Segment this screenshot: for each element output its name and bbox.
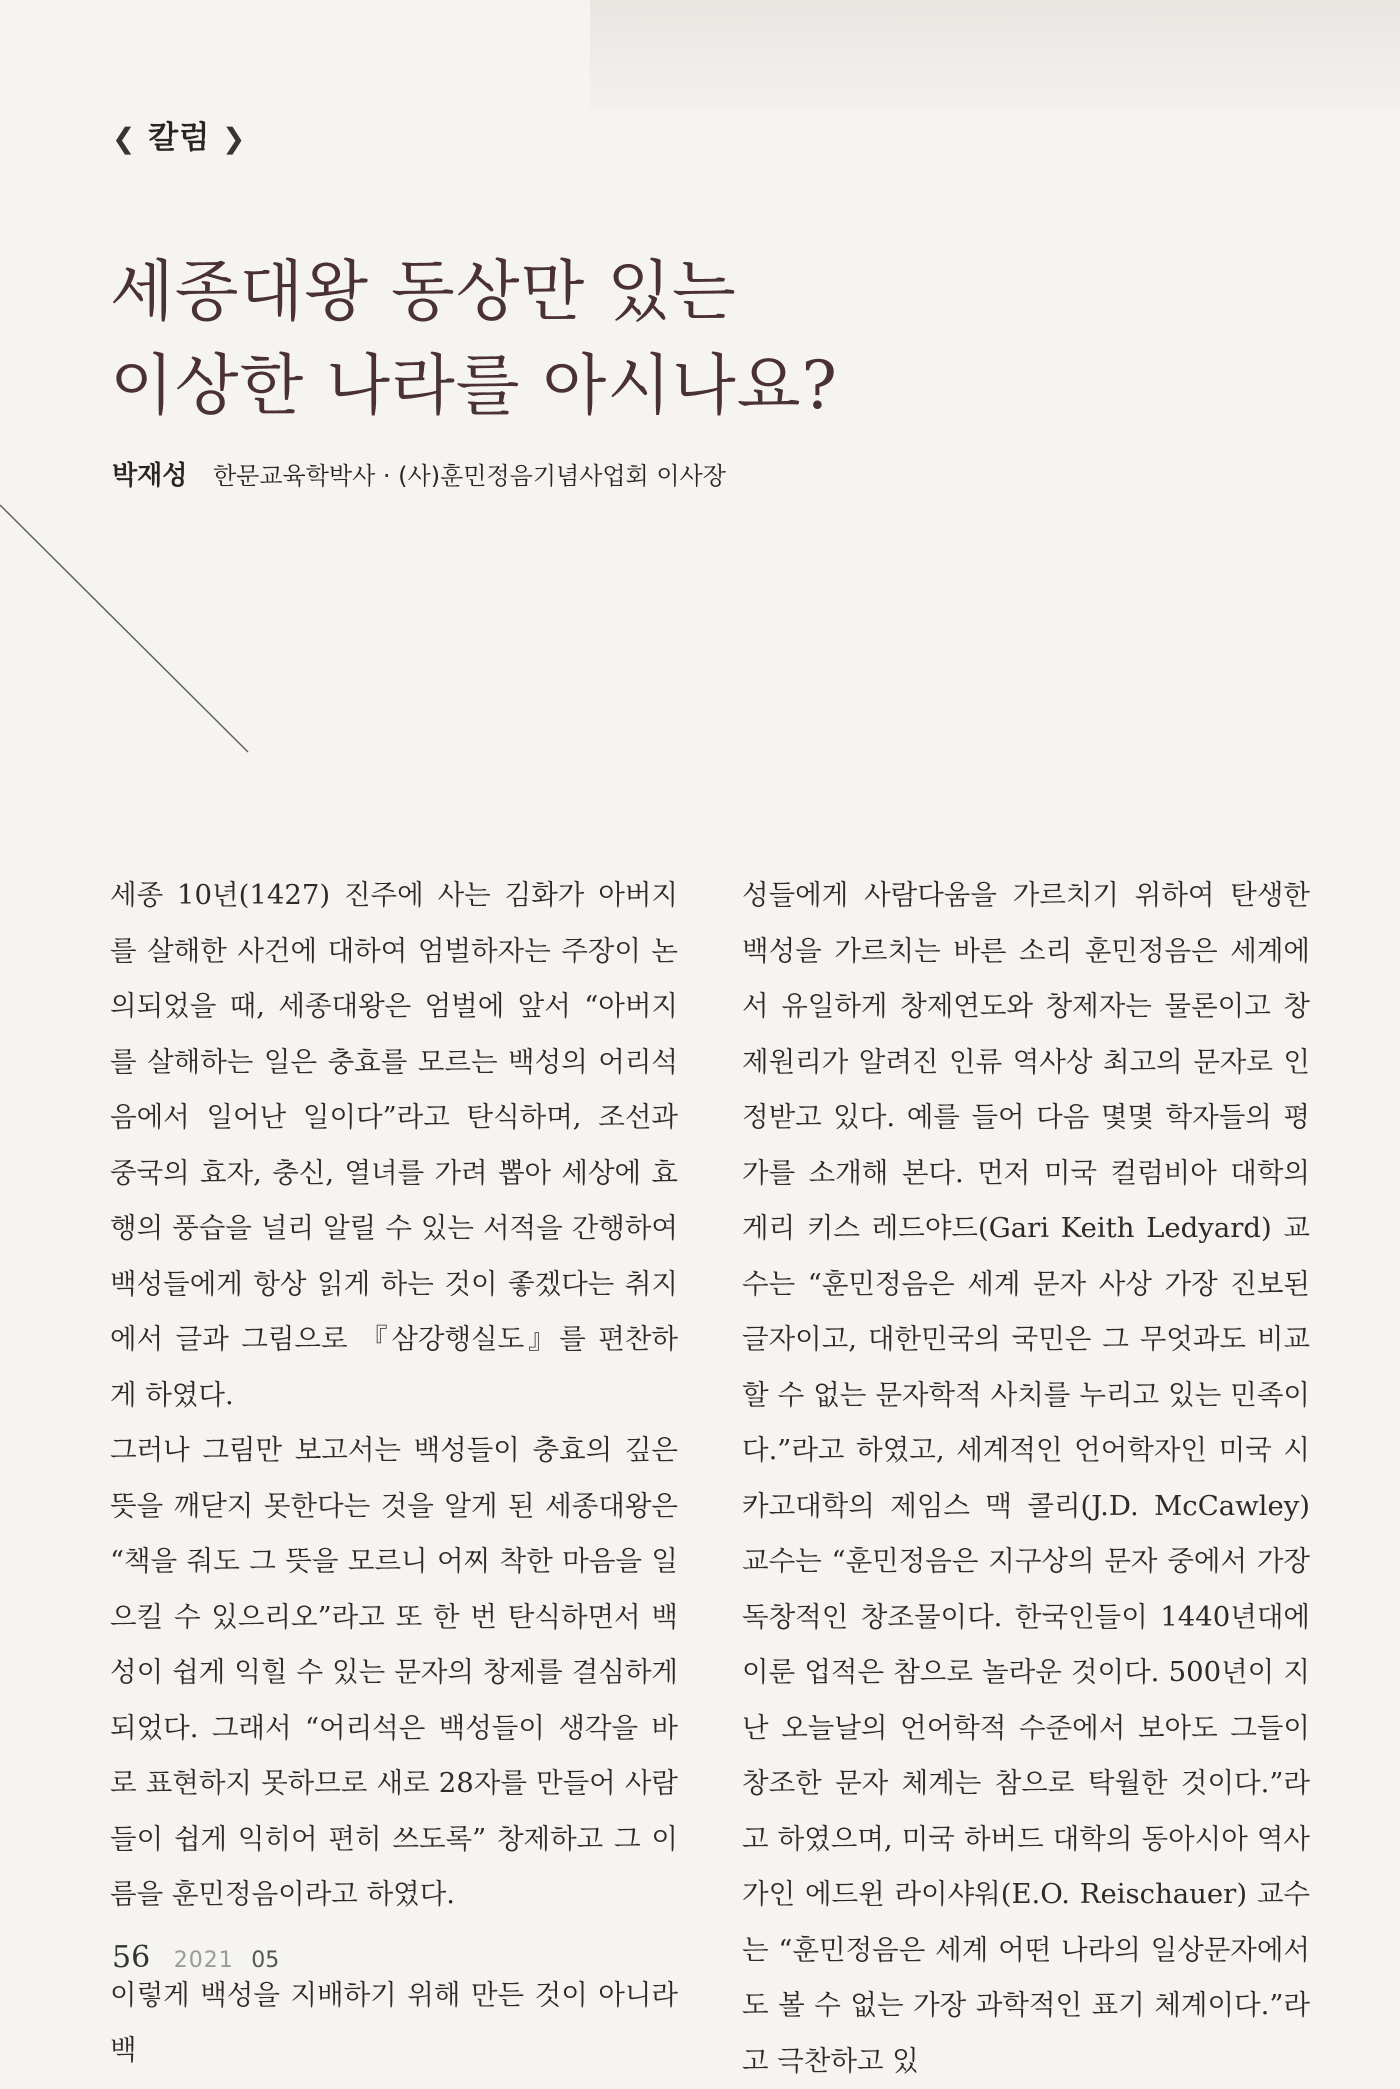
- body-column-left: [110, 868, 678, 2079]
- author-name: 박재성: [112, 461, 188, 491]
- page-number: 56: [112, 1940, 151, 1975]
- issue-year: 2021: [173, 1948, 234, 1973]
- title-line-2: 이상한 나라를 아시나요?: [110, 347, 838, 424]
- label-right-bracket: ❯: [221, 122, 247, 155]
- paragraph: 성들에게 사람다움을 가르치기 위하여 탄생한 백성을 가르치는 바른 소리 훈민정음은 세계에서 유일하게 창제연도와 창제자는 물론이고 창제원리가 알려진 인류 역사상 최고의 문자로 인정받고 있다. 예를 들어 다음 몇몇 학자들의 평가를 소개해 본다. 먼저 미국 컬럼비아 대학의 게리 키스 레드야드(Gari Keith Ledyard) 교수는 “훈민정음은 세계 문자 사상 가장 진보된 글자이고, 대한민국의 국민은 그 무엇과도 비교할 수 없는 문자학적 사치를 누리고 있는 민족이다.”라고 하였고, 세계적인 언어학자인 미국 시카고대학의 제임스 맥 콜리(J.D. McCawley) 교수는 “훈민정음은 지구상의 문자 중에서 가장 독창적인 창조물이다. 한국인들이 1440년대에 이룬 업적은 참으로 놀라운 것이다. 500년이 지난 오늘날의 언어학적 수준에서 보아도 그들이 창조한 문자 체계는 참으로 탁월한 것이다.”라고 하였으며, 미국 하버드 대학의 동아시아 역사가인 에드윈 라이샤워(E.O. Reischauer) 교수는 “훈민정음은 세계 어떤 나라의 일상문자에서도 볼 수 없는 가장 과학적인 표기 체계이다.”라고 극찬하고 있: [742, 879, 1310, 2077]
- paragraph: 그러나 그림만 보고서는 백성들이 충효의 깊은 뜻을 깨닫지 못한다는 것을 알게 된 세종대왕은 “책을 줘도 그 뜻을 모르니 어찌 착한 마음을 일으킬 수 있으리오”라고 또 한 번 탄식하면서 백성이 쉽게 익힐 수 있는 문자의 창제를 결심하게 되었다. 그래서 “어리석은 백성들이 생각을 바로 표현하지 못하므로 새로 28자를 만들어 사람들이 쉽게 익히어 편히 쓰도록” 창제하고 그 이름을 훈민정음이라고 하였다.: [110, 1434, 678, 1910]
- label-left-bracket: ❮: [112, 122, 137, 155]
- section-label: [112, 112, 246, 157]
- byline: [112, 455, 726, 492]
- title-line-1: 세종대왕 동상만 있는: [110, 253, 737, 330]
- paragraph: 이렇게 백성을 지배하기 위해 만든 것이 아니라 백: [110, 1978, 678, 2066]
- section-label-text: 칼럼: [148, 120, 211, 156]
- article-title: [110, 245, 838, 433]
- author-affiliation: 한문교육학박사 · (사)훈민정음기념사업회 이사장: [213, 462, 726, 490]
- page-footer: [112, 1940, 279, 1975]
- body-column-right: [742, 868, 1310, 2089]
- issue-month: 05: [251, 1948, 280, 1973]
- paragraph: 세종 10년(1427) 진주에 사는 김화가 아버지를 살해한 사건에 대하여 엄벌하자는 주장이 논의되었을 때, 세종대왕은 엄벌에 앞서 “아버지를 살해하는 일은 충효를 모르는 백성의 어리석음에서 일어난 일이다”라고 탄식하며, 조선과 중국의 효자, 충신, 열녀를 가려 뽑아 세상에 효행의 풍습을 널리 알릴 수 있는 서적을 간행하여 백성들에게 항상 읽게 하는 것이 좋겠다는 취지에서 글과 그림으로 『삼강행실도』를 편찬하게 하였다.: [110, 879, 678, 1411]
